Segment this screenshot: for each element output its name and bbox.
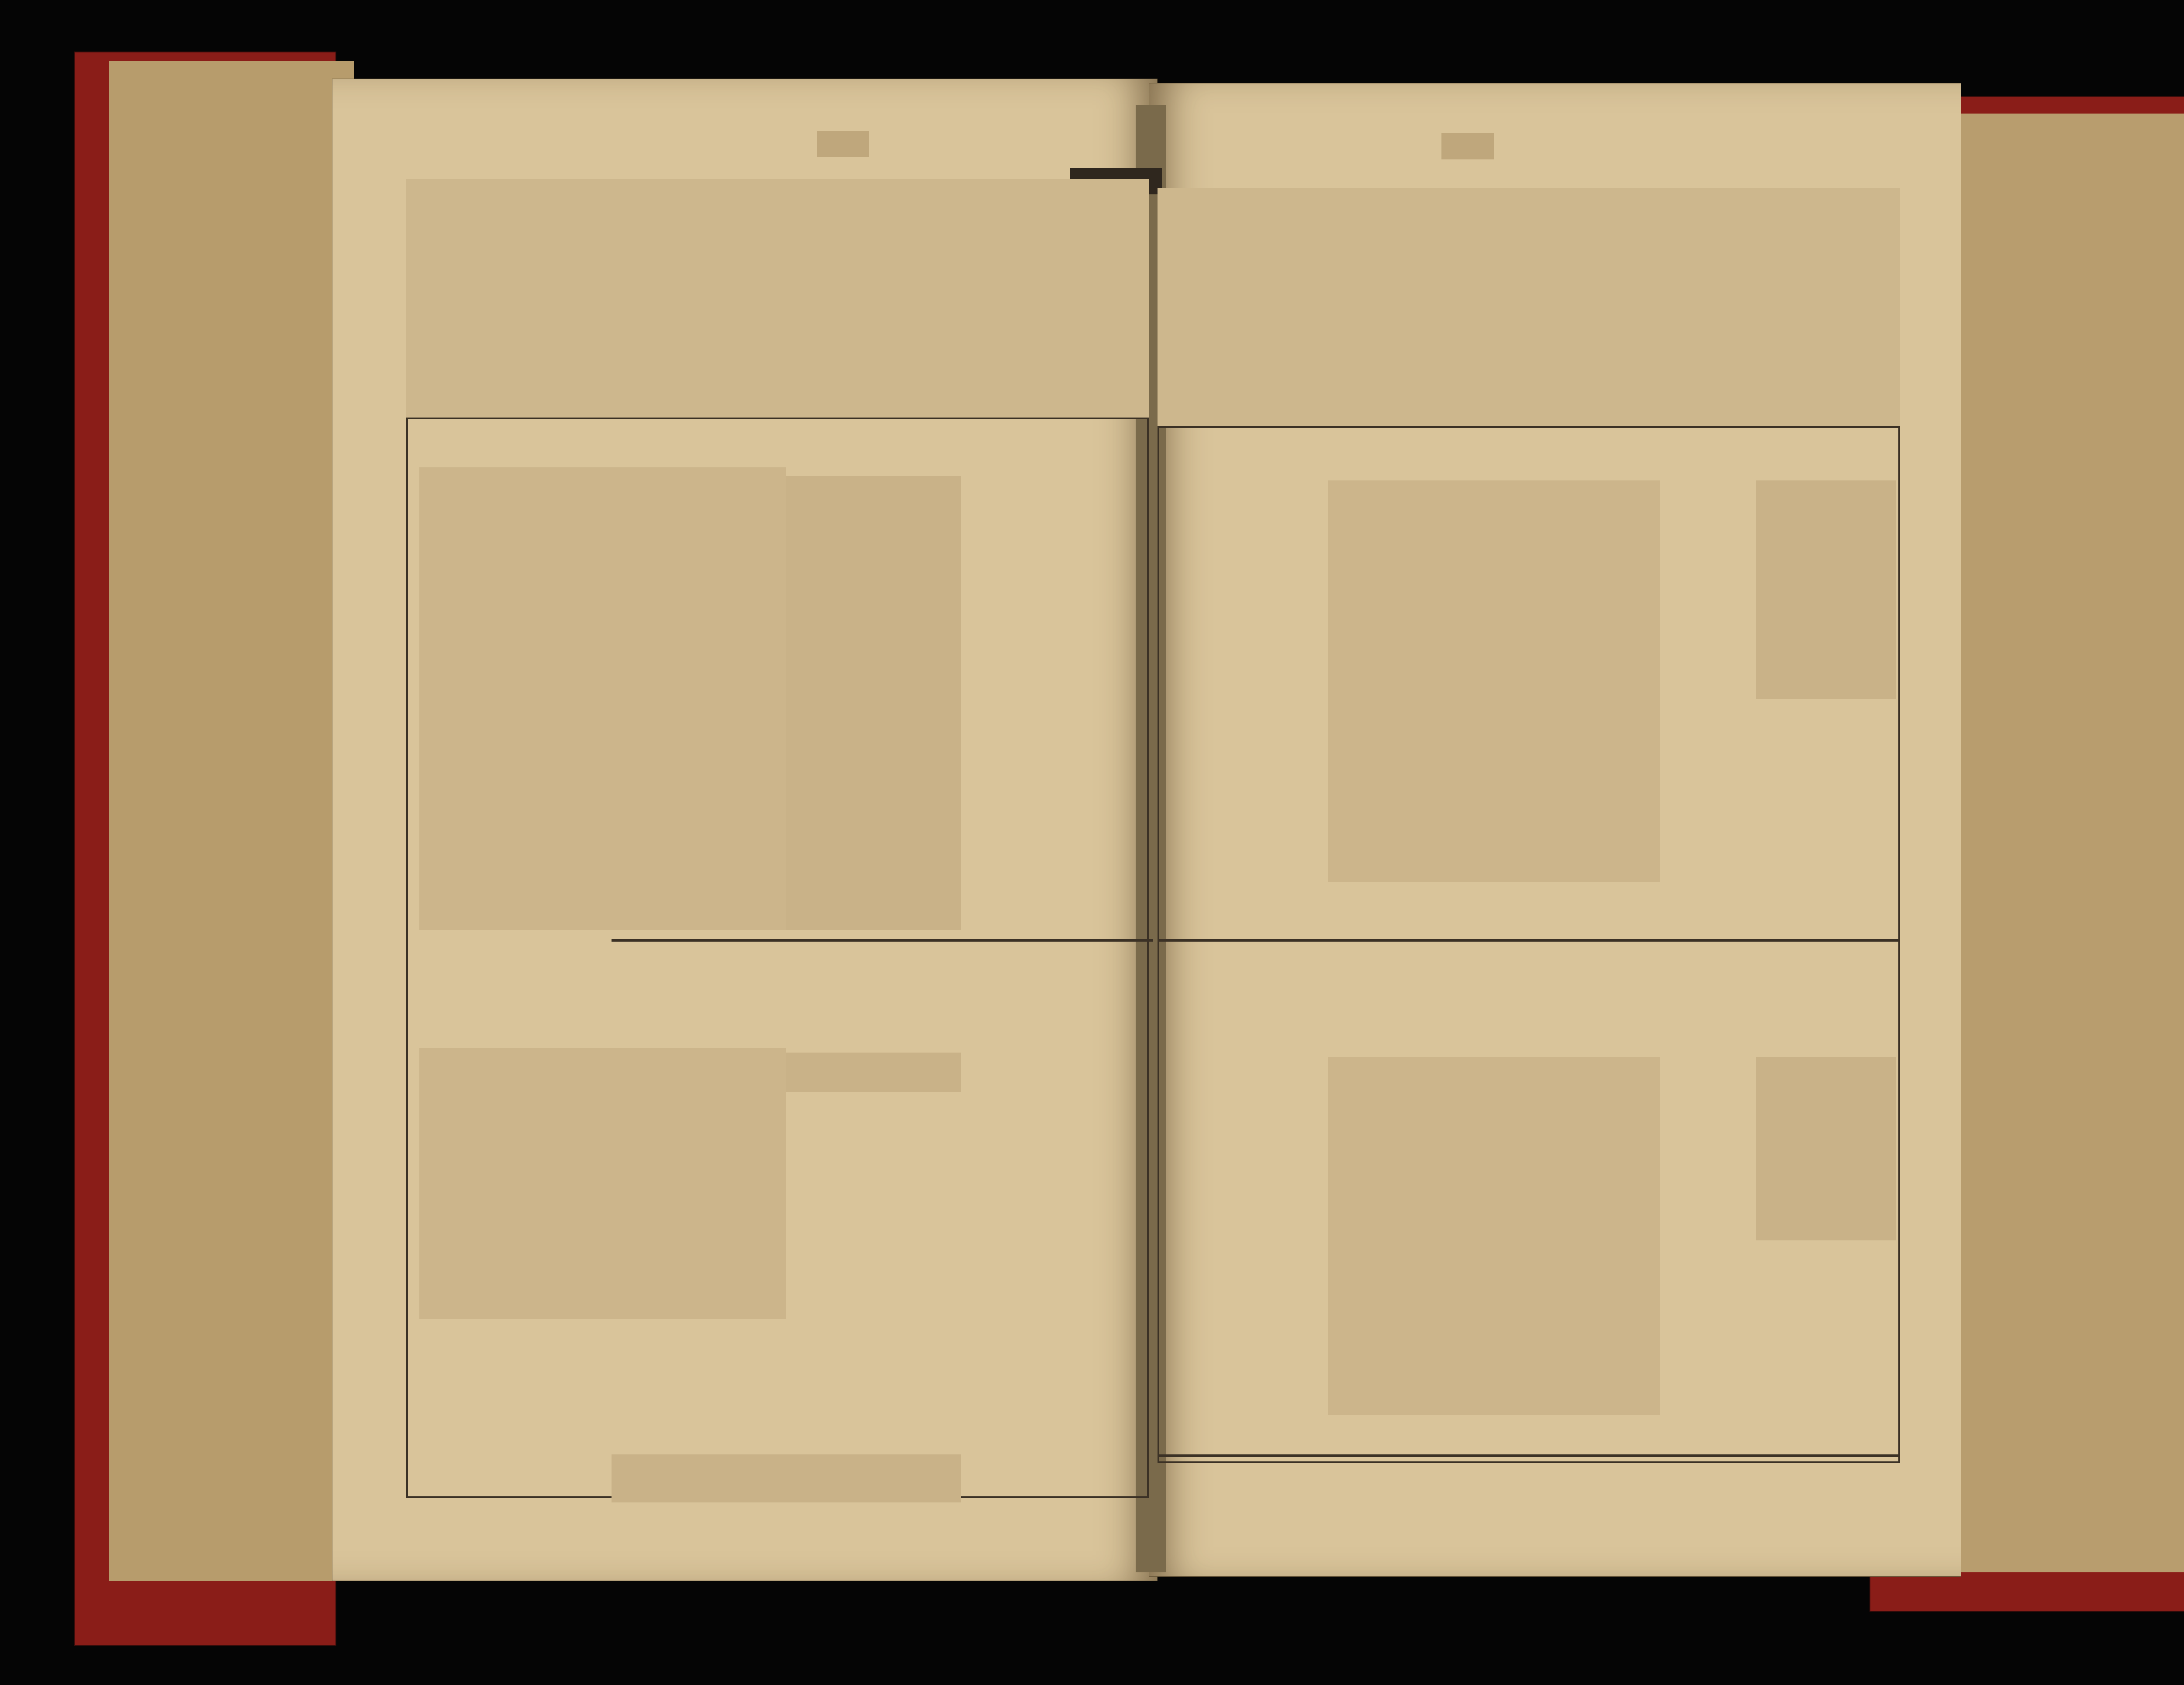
right-table-bottom-rule [1158, 1454, 1900, 1457]
left-table-row-rule [612, 939, 1153, 942]
right-years-block-2 [1756, 1057, 1896, 1240]
right-table-row-rule [1158, 939, 1900, 942]
right-page-number [1441, 133, 1494, 159]
right-column-headers [1158, 188, 1900, 428]
left-parish-text-entry-2 [419, 1048, 786, 1319]
page-edges-left [109, 61, 354, 1581]
left-total-row [612, 1454, 961, 1502]
left-count-block-2 [786, 1053, 961, 1092]
right-clergy-text-entry-1 [1328, 480, 1660, 882]
page-edges-right [1957, 114, 2184, 1572]
right-clergy-text-entry-2 [1328, 1057, 1660, 1415]
left-page-number [817, 131, 869, 157]
left-column-headers [406, 179, 1149, 419]
right-years-block-1 [1756, 480, 1896, 699]
left-count-block-1 [786, 476, 961, 930]
left-parish-text-entry-1 [419, 467, 786, 930]
